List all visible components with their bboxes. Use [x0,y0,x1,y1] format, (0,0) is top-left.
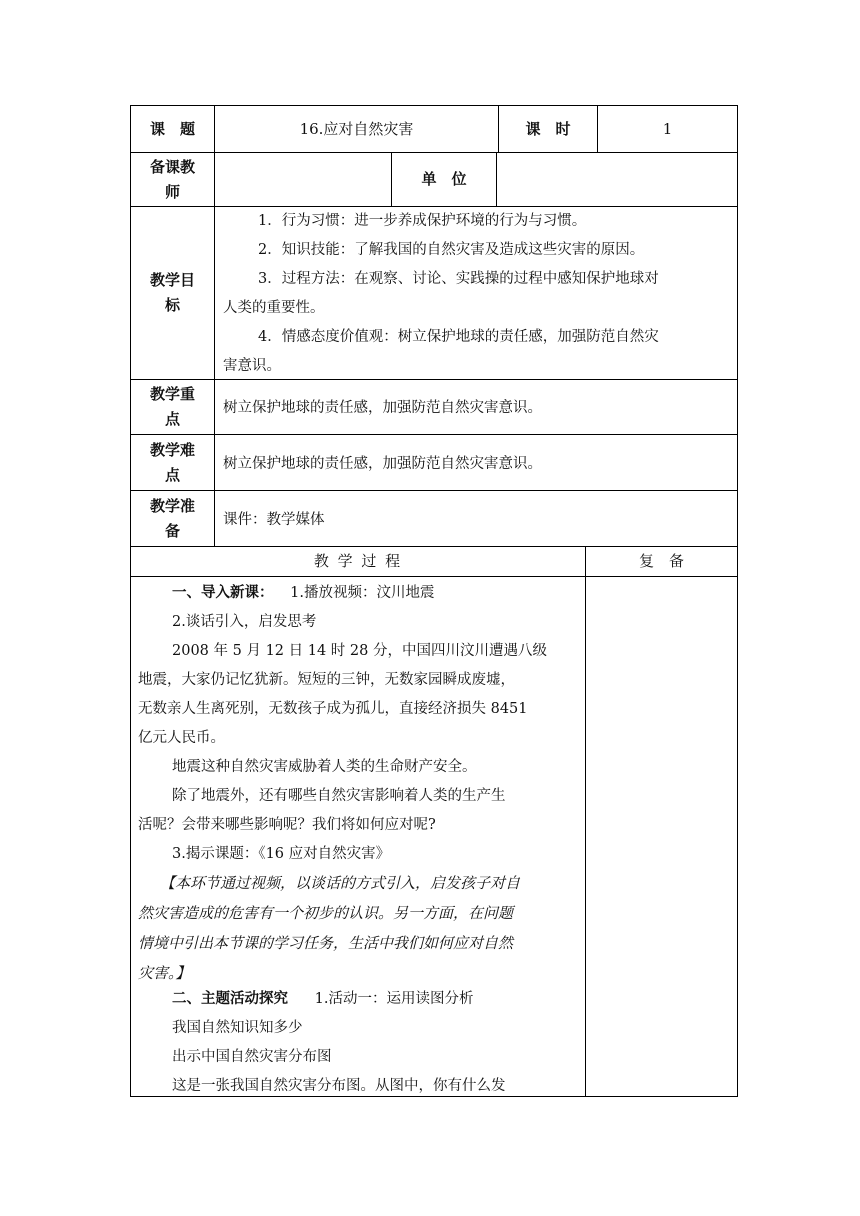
process-line: 出示中国自然灾害分布图 [172,1049,332,1065]
section1-step1: 1.播放视频：汶川地震 [290,585,435,601]
process-line: 地震，大家仍记忆犹新。短短的三钟，无数家园瞬成废墟， [138,672,515,688]
section2-step1: 1.活动一：运用读图分析 [314,991,474,1007]
design-note-line: 然灾害造成的危害有一个初步的认识。另一方面，在问题 [138,904,514,922]
key-points-value: 树立保护地球的责任感，加强防范自然灾害意识。 [223,400,542,416]
objectives-label-line1: 教学目 [149,271,195,289]
process-line: 3.揭示课题：《16 应对自然灾害》 [172,846,391,862]
objectives-label-line2: 标 [164,296,180,314]
preparation-value: 课件：教学媒体 [223,512,325,528]
objective-item: 2．知识技能：了解我国的自然灾害及造成这些灾害的原因。 [258,242,645,258]
process-line: 无数亲人生离死别，无数孩子成为孤儿，直接经济损失 8451 [138,701,528,717]
table-border [130,379,738,380]
objective-item: 人类的重要性。 [223,300,325,316]
difficulties-value: 树立保护地球的责任感，加强防范自然灾害意识。 [223,456,542,472]
review-header: 复 备 [638,552,684,570]
topic-value: 16.应对自然灾害 [299,119,414,138]
section2-title: 二、主题活动探究 [172,991,288,1007]
process-line: 这是一张我国自然灾害分布图。从图中，你有什么发 [172,1078,506,1094]
teacher-label [131,153,214,206]
design-note-line: 【本环节通过视频，以谈话的方式引入，启发孩子对自 [160,874,521,892]
process-line: 地震这种自然灾害威胁着人类的生命财产安全。 [172,759,477,775]
table-border [130,434,738,435]
table-border [214,105,215,546]
preparation-label-line1: 教学准 [149,496,195,515]
objective-item: 害意识。 [223,358,281,374]
process-line: 2008 年 5 月 12 日 14 时 28 分，中国四川汶川遭遇八级 [172,643,547,659]
table-border [737,105,738,1097]
process-line: 我国自然知识知多少 [172,1020,303,1036]
section1-line [172,580,434,606]
design-note-line: 灾害。】 [138,964,191,982]
teacher-label-line1: 备课教 [149,157,195,176]
table-border [130,576,738,577]
key-points-label-line1: 教学重 [149,385,195,403]
preparation-label-line2: 备 [164,521,180,540]
process-line: 亿元人民币。 [138,730,225,746]
section1-title: 一、导入新课： [172,585,274,601]
period-label: 课 时 [525,119,571,138]
process-line: 2.谈话引入，启发思考 [172,614,317,630]
difficulties-label [131,435,214,490]
table-border [130,490,738,491]
process-header: 教 学 过 程 [313,552,403,570]
process-line: 活呢？会带来哪些影响呢？我们将如何应对呢? [138,817,436,833]
difficulties-label-line2: 点 [164,465,180,484]
table-border [496,152,497,206]
key-points-label-line2: 点 [164,410,180,428]
objectives-label [131,207,214,379]
objective-item: 1．行为习惯：进一步养成保护环境的行为与习惯。 [258,213,587,229]
topic-label: 课 题 [149,119,195,138]
teacher-label-line2: 师 [164,182,180,201]
design-note-line: 情境中引出本节课的学习任务，生活中我们如何应对自然 [138,934,514,952]
table-border [585,546,586,1096]
process-line: 除了地震外，还有哪些自然灾害影响着人类的生产生 [172,788,506,804]
section2-line [172,986,473,1012]
key-points-label [131,380,214,434]
unit-label: 单 位 [421,170,467,188]
period-value: 1 [662,119,673,138]
difficulties-label-line1: 教学难 [149,440,195,459]
table-border [130,206,738,207]
objective-item: 4．情感态度价值观：树立保护地球的责任感，加强防范自然灾 [258,329,659,345]
objective-item: 3．过程方法：在观察、讨论、实践操的过程中感知保护地球对 [258,271,659,287]
preparation-label [131,491,214,546]
